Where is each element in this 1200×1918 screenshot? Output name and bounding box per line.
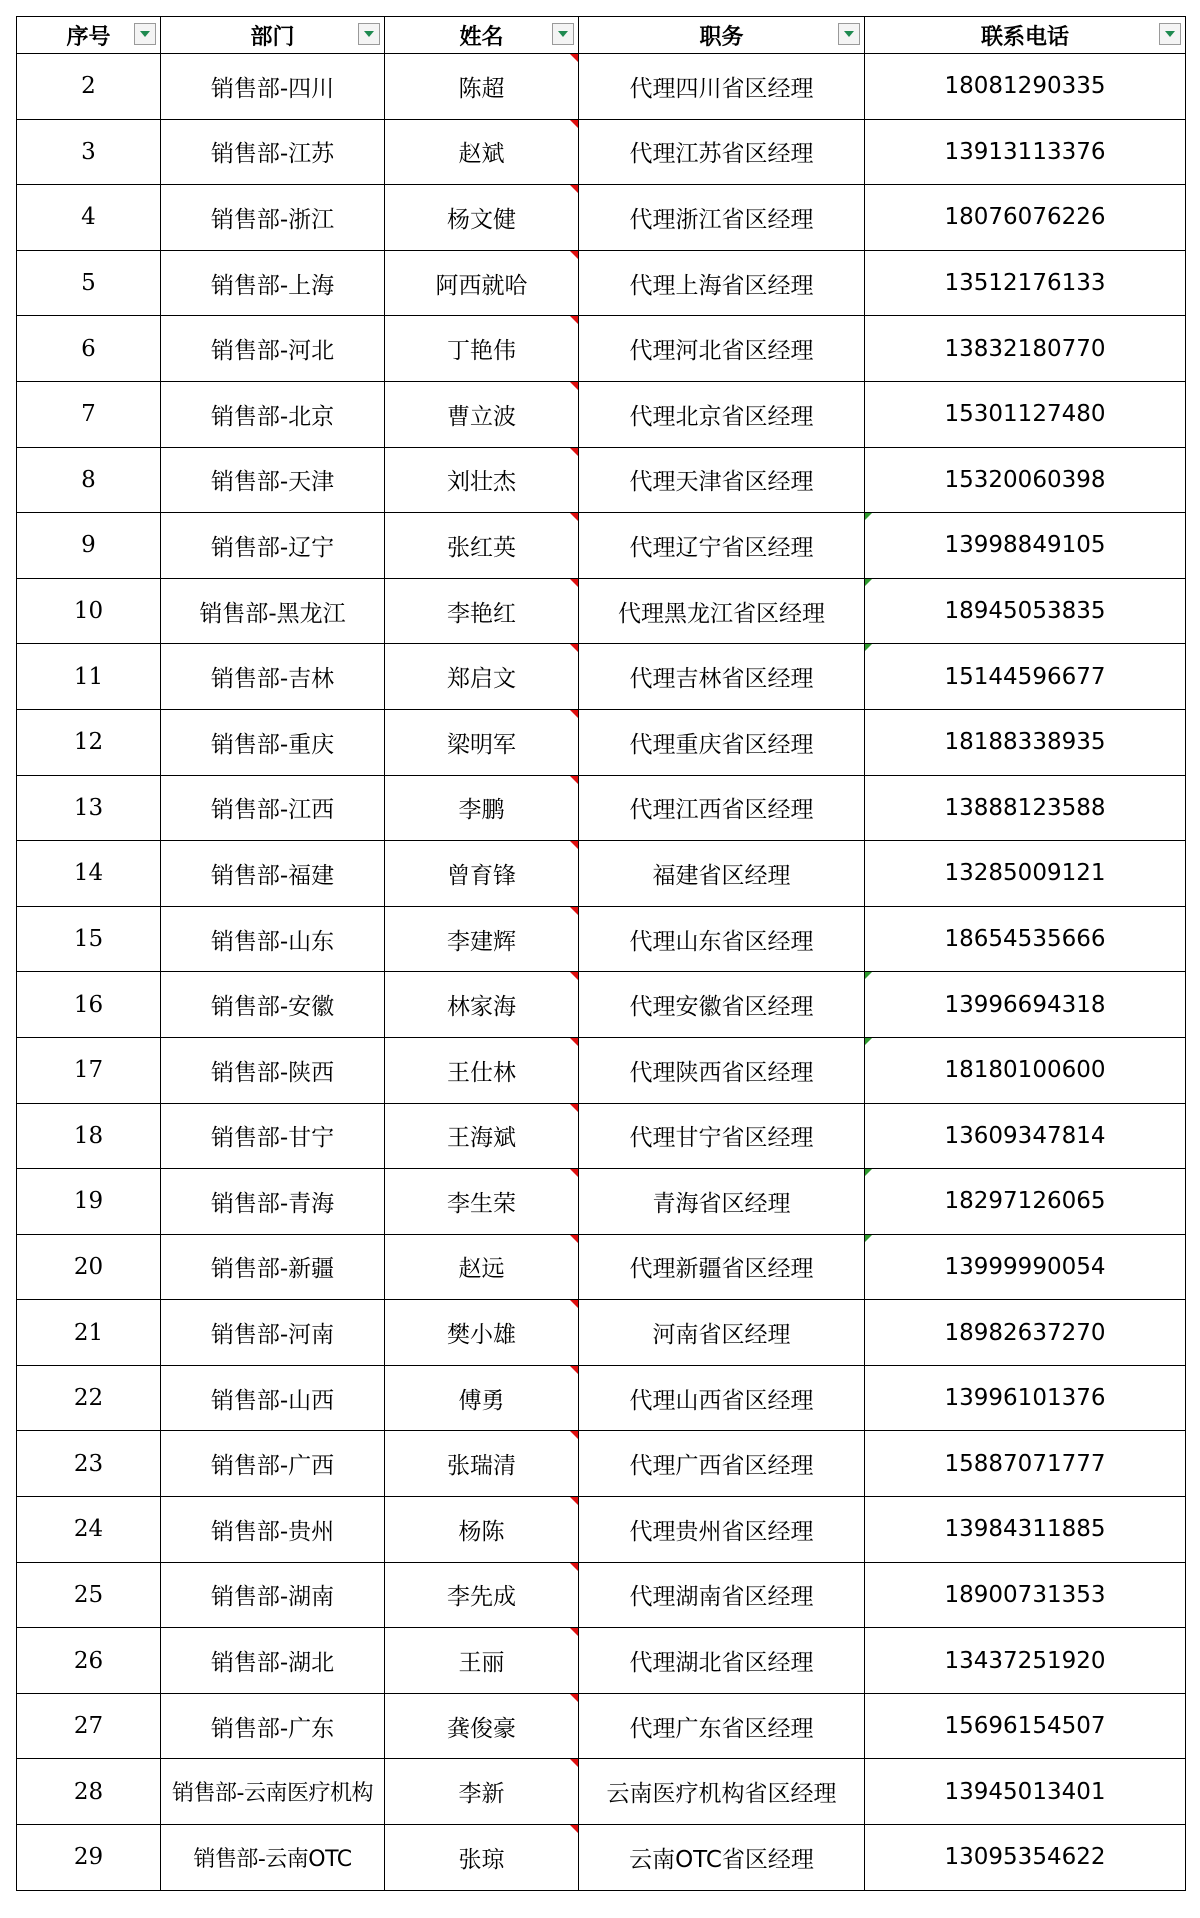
cell-no[interactable]: 29 [17,1825,161,1891]
table-row [17,1234,1186,1300]
table-row [17,185,1186,251]
cell-name[interactable]: 李生荣 [385,1169,579,1235]
cell-no[interactable]: 25 [17,1562,161,1628]
cell-phone[interactable]: 13945013401 [865,1759,1186,1825]
table-row [17,1431,1186,1497]
cell-name[interactable]: 赵斌 [385,119,579,185]
cell-phone[interactable]: 13984311885 [865,1497,1186,1563]
cell-phone[interactable]: 18180100600 [865,1037,1186,1103]
cell-name[interactable]: 樊小雄 [385,1300,579,1366]
header-cell-no[interactable] [17,17,161,54]
cell-title[interactable]: 代理浙江省区经理 [579,185,865,251]
cell-title[interactable]: 代理山东省区经理 [579,906,865,972]
cell-name[interactable]: 曹立波 [385,381,579,447]
cell-no[interactable]: 8 [17,447,161,513]
cell-dept[interactable]: 销售部-云南医疗机构 [161,1759,385,1825]
cell-name[interactable]: 王丽 [385,1628,579,1694]
table-row [17,1825,1186,1891]
cell-no[interactable]: 23 [17,1431,161,1497]
header-label: 职务 [699,24,744,50]
cell-title[interactable]: 代理四川省区经理 [579,54,865,120]
cell-no[interactable]: 5 [17,250,161,316]
cell-no[interactable]: 28 [17,1759,161,1825]
table-row [17,250,1186,316]
cell-dept[interactable]: 销售部-黑龙江 [161,578,385,644]
table-row [17,381,1186,447]
cell-title[interactable]: 代理甘宁省区经理 [579,1103,865,1169]
cell-no[interactable]: 26 [17,1628,161,1694]
header-cell-dept[interactable] [161,17,385,54]
cell-title[interactable]: 代理广西省区经理 [579,1431,865,1497]
cell-title[interactable]: 代理广东省区经理 [579,1693,865,1759]
cell-no[interactable]: 9 [17,513,161,579]
dropdown-filter-icon[interactable] [1159,23,1181,45]
cell-title[interactable]: 河南省区经理 [579,1300,865,1366]
cell-dept[interactable]: 销售部-江西 [161,775,385,841]
table-row [17,1300,1186,1366]
cell-dept[interactable]: 销售部-陕西 [161,1037,385,1103]
cell-dept[interactable]: 销售部-云南OTC [161,1825,385,1891]
table-row [17,119,1186,185]
cell-dept[interactable]: 销售部-安徽 [161,972,385,1038]
cell-no[interactable]: 3 [17,119,161,185]
cell-phone[interactable]: 13285009121 [865,841,1186,907]
table-row [17,906,1186,972]
cell-dept[interactable]: 销售部-甘宁 [161,1103,385,1169]
table-row [17,1497,1186,1563]
cell-dept[interactable]: 销售部-山东 [161,906,385,972]
dropdown-filter-icon[interactable] [134,23,156,45]
table-row [17,709,1186,775]
cell-phone[interactable]: 15144596677 [865,644,1186,710]
cell-dept[interactable]: 销售部-湖北 [161,1628,385,1694]
cell-phone[interactable]: 13512176133 [865,250,1186,316]
cell-name[interactable]: 陈超 [385,54,579,120]
cell-no[interactable]: 15 [17,906,161,972]
cell-phone[interactable]: 13437251920 [865,1628,1186,1694]
cell-name[interactable]: 林家海 [385,972,579,1038]
cell-title[interactable]: 福建省区经理 [579,841,865,907]
cell-dept[interactable]: 销售部-山西 [161,1365,385,1431]
cell-no[interactable]: 6 [17,316,161,382]
cell-title[interactable]: 代理江西省区经理 [579,775,865,841]
cell-name[interactable]: 王海斌 [385,1103,579,1169]
cell-name[interactable]: 张瑞清 [385,1431,579,1497]
cell-dept[interactable]: 销售部-四川 [161,54,385,120]
dropdown-filter-icon[interactable] [552,23,574,45]
table-row [17,644,1186,710]
cell-no[interactable]: 14 [17,841,161,907]
cell-name[interactable]: 阿西就哈 [385,250,579,316]
cell-title[interactable]: 代理湖北省区经理 [579,1628,865,1694]
cell-title[interactable]: 代理贵州省区经理 [579,1497,865,1563]
cell-dept[interactable]: 销售部-北京 [161,381,385,447]
table-row [17,1628,1186,1694]
cell-name[interactable]: 郑启文 [385,644,579,710]
cell-dept[interactable]: 销售部-江苏 [161,119,385,185]
cell-phone[interactable]: 13609347814 [865,1103,1186,1169]
cell-no[interactable]: 10 [17,578,161,644]
cell-no[interactable]: 20 [17,1234,161,1300]
cell-dept[interactable]: 销售部-重庆 [161,709,385,775]
cell-name[interactable]: 王仕林 [385,1037,579,1103]
header-row [17,17,1186,54]
table-row [17,1037,1186,1103]
cell-phone[interactable]: 13913113376 [865,119,1186,185]
cell-name[interactable]: 杨文健 [385,185,579,251]
table-row [17,972,1186,1038]
spreadsheet-table [16,16,1186,1891]
cell-no[interactable]: 2 [17,54,161,120]
cell-title[interactable]: 代理安徽省区经理 [579,972,865,1038]
cell-no[interactable]: 7 [17,381,161,447]
cell-dept[interactable]: 销售部-上海 [161,250,385,316]
header-label: 部门 [250,24,295,50]
header-cell-title[interactable] [579,17,865,54]
cell-title[interactable]: 代理山西省区经理 [579,1365,865,1431]
cell-phone[interactable]: 13832180770 [865,316,1186,382]
cell-no[interactable]: 17 [17,1037,161,1103]
cell-no[interactable]: 24 [17,1497,161,1563]
cell-phone[interactable]: 18945053835 [865,578,1186,644]
cell-title[interactable]: 代理湖南省区经理 [579,1562,865,1628]
cell-name[interactable]: 刘壮杰 [385,447,579,513]
cell-phone[interactable]: 13998849105 [865,513,1186,579]
table-row [17,54,1186,120]
cell-name[interactable]: 梁明军 [385,709,579,775]
cell-title[interactable]: 代理天津省区经理 [579,447,865,513]
table-row [17,1759,1186,1825]
cell-no[interactable]: 18 [17,1103,161,1169]
cell-no[interactable]: 13 [17,775,161,841]
cell-title[interactable]: 代理辽宁省区经理 [579,513,865,579]
cell-phone[interactable]: 13996694318 [865,972,1186,1038]
cell-phone[interactable]: 13095354622 [865,1825,1186,1891]
cell-dept[interactable]: 销售部-辽宁 [161,513,385,579]
cell-phone[interactable]: 15301127480 [865,381,1186,447]
cell-phone[interactable]: 18982637270 [865,1300,1186,1366]
cell-title[interactable]: 代理上海省区经理 [579,250,865,316]
cell-name[interactable]: 李艳红 [385,578,579,644]
cell-title[interactable]: 青海省区经理 [579,1169,865,1235]
cell-phone[interactable]: 15696154507 [865,1693,1186,1759]
cell-phone[interactable]: 15887071777 [865,1431,1186,1497]
cell-title[interactable]: 代理吉林省区经理 [579,644,865,710]
table-row [17,1693,1186,1759]
cell-dept[interactable]: 销售部-天津 [161,447,385,513]
header-label: 序号 [66,24,111,50]
cell-dept[interactable]: 销售部-河北 [161,316,385,382]
cell-dept[interactable]: 销售部-贵州 [161,1497,385,1563]
table-row [17,447,1186,513]
cell-no[interactable]: 11 [17,644,161,710]
cell-dept[interactable]: 销售部-新疆 [161,1234,385,1300]
cell-name[interactable]: 张红英 [385,513,579,579]
cell-name[interactable]: 赵远 [385,1234,579,1300]
table-row [17,316,1186,382]
cell-no[interactable]: 12 [17,709,161,775]
cell-name[interactable]: 李新 [385,1759,579,1825]
cell-dept[interactable]: 销售部-青海 [161,1169,385,1235]
cell-phone[interactable]: 18081290335 [865,54,1186,120]
cell-phone[interactable]: 13888123588 [865,775,1186,841]
cell-phone[interactable]: 18188338935 [865,709,1186,775]
cell-title[interactable]: 代理江苏省区经理 [579,119,865,185]
cell-phone[interactable]: 15320060398 [865,447,1186,513]
cell-title[interactable]: 代理黑龙江省区经理 [579,578,865,644]
cell-dept[interactable]: 销售部-浙江 [161,185,385,251]
cell-phone[interactable]: 18900731353 [865,1562,1186,1628]
cell-title[interactable]: 代理新疆省区经理 [579,1234,865,1300]
table-row [17,1103,1186,1169]
cell-no[interactable]: 27 [17,1693,161,1759]
cell-dept[interactable]: 销售部-广西 [161,1431,385,1497]
cell-name[interactable]: 张琼 [385,1825,579,1891]
dropdown-filter-icon[interactable] [838,23,860,45]
cell-name[interactable]: 杨陈 [385,1497,579,1563]
cell-dept[interactable]: 销售部-吉林 [161,644,385,710]
header-cell-name[interactable] [385,17,579,54]
cell-dept[interactable]: 销售部-广东 [161,1693,385,1759]
cell-no[interactable]: 19 [17,1169,161,1235]
cell-name[interactable]: 李鹏 [385,775,579,841]
table-row [17,775,1186,841]
dropdown-filter-icon[interactable] [358,23,380,45]
cell-title[interactable]: 代理河北省区经理 [579,316,865,382]
table-row [17,1365,1186,1431]
cell-name[interactable]: 曾育锋 [385,841,579,907]
header-cell-phone[interactable] [865,17,1186,54]
cell-dept[interactable]: 销售部-河南 [161,1300,385,1366]
cell-title[interactable]: 代理重庆省区经理 [579,709,865,775]
table-row [17,1169,1186,1235]
cell-title[interactable]: 云南医疗机构省区经理 [579,1759,865,1825]
cell-phone[interactable]: 13996101376 [865,1365,1186,1431]
table-row [17,578,1186,644]
cell-no[interactable]: 16 [17,972,161,1038]
table-body [17,54,1186,1891]
cell-name[interactable]: 傅勇 [385,1365,579,1431]
cell-no[interactable]: 4 [17,185,161,251]
table-row [17,1562,1186,1628]
cell-dept[interactable]: 销售部-福建 [161,841,385,907]
cell-title[interactable]: 代理陕西省区经理 [579,1037,865,1103]
cell-phone[interactable]: 18654535666 [865,906,1186,972]
cell-no[interactable]: 22 [17,1365,161,1431]
table-row [17,841,1186,907]
cell-name[interactable]: 龚俊豪 [385,1693,579,1759]
table-row [17,513,1186,579]
cell-name[interactable]: 李先成 [385,1562,579,1628]
cell-name[interactable]: 李建辉 [385,906,579,972]
header-label: 姓名 [459,24,504,50]
cell-name[interactable]: 丁艳伟 [385,316,579,382]
cell-phone[interactable]: 18297126065 [865,1169,1186,1235]
cell-dept[interactable]: 销售部-湖南 [161,1562,385,1628]
cell-phone[interactable]: 13999990054 [865,1234,1186,1300]
cell-no[interactable]: 21 [17,1300,161,1366]
cell-title[interactable]: 代理北京省区经理 [579,381,865,447]
cell-title[interactable]: 云南OTC省区经理 [579,1825,865,1891]
cell-phone[interactable]: 18076076226 [865,185,1186,251]
header-label: 联系电话 [980,24,1069,50]
